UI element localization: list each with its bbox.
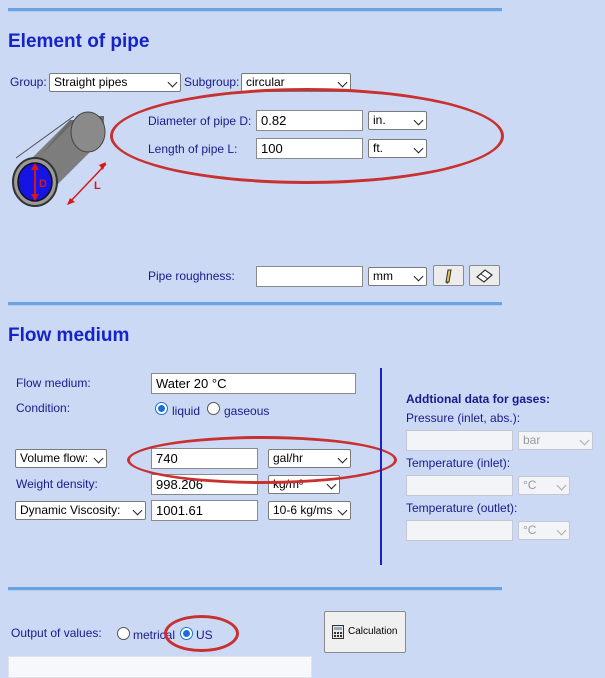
gaseous-radio-label: gaseous <box>224 404 270 418</box>
highlight-oval-pipe-dims <box>110 88 504 184</box>
temp-outlet-input[interactable] <box>406 520 513 541</box>
chevron-down-icon <box>133 506 143 516</box>
results-panel <box>8 656 312 678</box>
roughness-unit-value: mm <box>373 269 393 283</box>
volume-flow-input[interactable]: 740 <box>151 448 258 469</box>
gaseous-radio[interactable] <box>207 402 220 415</box>
volume-flow-unit-value: gal/hr <box>273 451 304 465</box>
top-divider <box>8 8 502 12</box>
length-unit-value: ft. <box>373 141 384 155</box>
vertical-separator <box>380 368 382 565</box>
pipe-section-title: Element of pipe <box>8 31 150 52</box>
roughness-help-button[interactable] <box>433 265 464 286</box>
weight-density-unit-value: kg/m³ <box>273 477 303 491</box>
viscosity-input[interactable]: 1001.61 <box>151 500 258 521</box>
chevron-down-icon <box>557 526 567 536</box>
temp-inlet-label: Temperature (inlet): <box>406 456 511 470</box>
temp-outlet-unit-select[interactable] <box>518 521 570 540</box>
roughness-label: Pipe roughness: <box>148 269 235 283</box>
subgroup-label: Subgroup: <box>184 75 240 89</box>
us-radio-label: US <box>196 628 213 642</box>
section-divider <box>8 302 502 306</box>
chevron-down-icon <box>580 436 590 446</box>
length-label: Length of pipe L: <box>148 142 238 156</box>
metrical-radio[interactable] <box>117 627 130 640</box>
chevron-down-icon <box>327 480 337 490</box>
group-select-value: Straight pipes <box>54 75 128 89</box>
chevron-down-icon <box>168 78 178 88</box>
weight-density-label: Weight density: <box>16 477 98 491</box>
pencil-icon <box>434 266 463 285</box>
pressure-label: Pressure (inlet, abs.): <box>406 411 521 425</box>
chevron-down-icon <box>338 78 348 88</box>
subgroup-select-value: circular <box>246 75 285 89</box>
diameter-input[interactable]: 0.82 <box>256 110 363 131</box>
viscosity-select[interactable] <box>15 501 146 520</box>
roughness-input[interactable] <box>256 266 363 287</box>
gases-heading: Addtional data for gases: <box>406 392 551 406</box>
chevron-down-icon <box>557 481 567 491</box>
viscosity-unit-value: 10-6 kg/ms <box>273 503 333 517</box>
medium-label: Flow medium: <box>16 376 91 390</box>
group-select[interactable] <box>49 73 181 92</box>
temp-outlet-label: Temperature (outlet): <box>406 501 518 515</box>
viscosity-unit-select[interactable] <box>268 501 351 520</box>
pressure-unit-select[interactable] <box>518 431 593 450</box>
temp-inlet-unit-value: °C <box>523 478 537 492</box>
liquid-radio[interactable] <box>155 402 168 415</box>
chevron-down-icon <box>414 272 424 282</box>
viscosity-select-value: Dynamic Viscosity: <box>20 503 121 517</box>
liquid-radio-label: liquid <box>172 404 201 418</box>
calculator-icon <box>332 625 344 639</box>
roughness-clear-button[interactable] <box>469 265 500 286</box>
diagram-d-label: D <box>39 178 47 190</box>
pressure-input[interactable] <box>406 430 513 451</box>
pipe-diagram-icon <box>10 108 110 210</box>
calculation-button-label: Calculation <box>348 626 398 637</box>
roughness-unit-select[interactable] <box>368 267 427 286</box>
chevron-down-icon <box>338 506 348 516</box>
pressure-unit-value: bar <box>523 433 541 447</box>
length-input[interactable]: 100 <box>256 138 363 159</box>
section-divider-bottom <box>8 587 502 591</box>
weight-density-input[interactable]: 998.206 <box>151 474 258 495</box>
group-label: Group: <box>10 75 47 89</box>
diagram-l-label: L <box>94 180 101 192</box>
highlight-oval-us <box>164 615 239 652</box>
calculation-button[interactable] <box>324 611 406 653</box>
highlight-oval-volume-flow <box>127 436 397 484</box>
output-label: Output of values: <box>11 626 102 640</box>
diameter-unit-value: in. <box>373 113 386 127</box>
condition-label: Condition: <box>16 401 71 415</box>
diameter-label: Diameter of pipe D: <box>148 114 252 128</box>
volume-flow-select-value: Volume flow: <box>20 451 89 465</box>
flow-section-title: Flow medium <box>8 325 130 346</box>
metrical-radio-label: metrical <box>133 628 176 642</box>
chevron-down-icon <box>94 454 104 464</box>
volume-flow-select[interactable] <box>15 449 107 468</box>
medium-input[interactable]: Water 20 °C <box>151 373 356 394</box>
temp-inlet-unit-select[interactable] <box>518 476 570 495</box>
eraser-icon <box>470 266 499 285</box>
temp-inlet-input[interactable] <box>406 475 513 496</box>
temp-outlet-unit-value: °C <box>523 523 537 537</box>
